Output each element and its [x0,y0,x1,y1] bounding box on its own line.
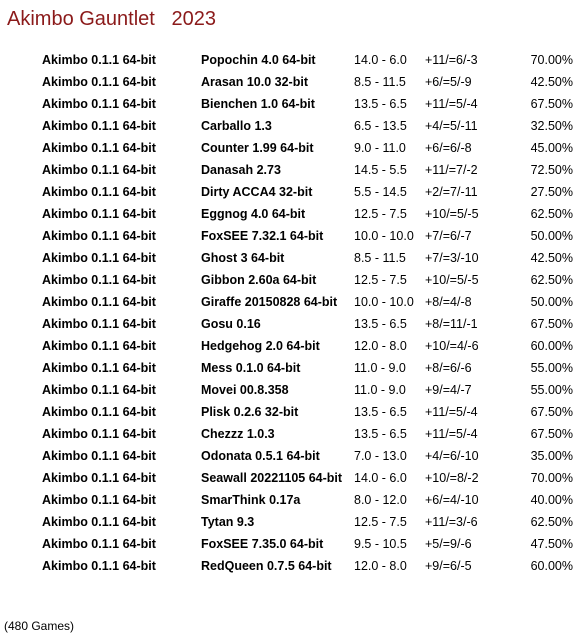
table-row [0,313,581,335]
win-draw-loss: +11/=3/-6 [425,515,478,529]
table-row [0,533,581,555]
engine-name: Akimbo 0.1.1 64-bit [42,427,156,441]
match-score: 11.0 - 9.0 [354,361,406,375]
match-score: 11.0 - 9.0 [354,383,406,397]
table-row [0,71,581,93]
match-score: 13.5 - 6.5 [354,427,407,441]
score-percent: 55.00% [530,383,573,397]
table-row [0,511,581,533]
opponent-name: FoxSEE 7.32.1 64-bit [201,229,324,243]
opponent-name: Arasan 10.0 32-bit [201,75,308,89]
opponent-name: Gibbon 2.60a 64-bit [201,273,317,287]
win-draw-loss: +11/=5/-4 [425,405,478,419]
match-score: 12.0 - 8.0 [354,339,407,353]
score-percent: 67.50% [530,427,573,441]
opponent-name: Tytan 9.3 [201,515,255,529]
opponent-name: Chezzz 1.0.3 [201,427,275,441]
score-percent: 72.50% [530,163,573,177]
win-draw-loss: +9/=6/-5 [425,559,472,573]
engine-name: Akimbo 0.1.1 64-bit [42,361,156,375]
match-score: 9.5 - 10.5 [354,537,407,551]
opponent-name: Ghost 3 64-bit [201,251,285,265]
table-row [0,489,581,511]
table-row [0,49,581,71]
opponent-name: Bienchen 1.0 64-bit [201,97,315,111]
score-percent: 45.00% [530,141,573,155]
win-draw-loss: +10/=4/-6 [425,339,479,353]
table-row [0,115,581,137]
win-draw-loss: +5/=9/-6 [425,537,472,551]
engine-name: Akimbo 0.1.1 64-bit [42,141,156,155]
match-score: 7.0 - 13.0 [354,449,407,463]
engine-name: Akimbo 0.1.1 64-bit [42,273,156,287]
opponent-name: Gosu 0.16 [201,317,261,331]
table-row [0,467,581,489]
score-percent: 67.50% [530,317,573,331]
match-score: 12.0 - 8.0 [354,559,407,573]
engine-name: Akimbo 0.1.1 64-bit [42,317,156,331]
opponent-name: Counter 1.99 64-bit [201,141,314,155]
match-score: 8.5 - 11.5 [354,75,406,89]
engine-name: Akimbo 0.1.1 64-bit [42,163,156,177]
table-row [0,423,581,445]
table-row [0,379,581,401]
score-percent: 70.00% [530,471,573,485]
score-percent: 60.00% [530,339,573,353]
win-draw-loss: +11/=5/-4 [425,427,478,441]
win-draw-loss: +6/=5/-9 [425,75,472,89]
engine-name: Akimbo 0.1.1 64-bit [42,493,156,507]
engine-name: Akimbo 0.1.1 64-bit [42,537,156,551]
engine-name: Akimbo 0.1.1 64-bit [42,383,156,397]
match-score: 10.0 - 10.0 [354,229,414,243]
score-percent: 62.50% [530,515,573,529]
table-row [0,401,581,423]
engine-name: Akimbo 0.1.1 64-bit [42,229,156,243]
games-count: (480 Games) [4,619,75,633]
table-row [0,335,581,357]
table-row [0,269,581,291]
engine-name: Akimbo 0.1.1 64-bit [42,53,156,67]
score-percent: 62.50% [530,207,573,221]
score-percent: 42.50% [530,75,573,89]
engine-name: Akimbo 0.1.1 64-bit [42,515,156,529]
win-draw-loss: +11/=5/-4 [425,97,478,111]
opponent-name: Carballo 1.3 [201,119,272,133]
win-draw-loss: +8/=4/-8 [425,295,472,309]
score-percent: 67.50% [530,97,573,111]
score-percent: 50.00% [530,229,573,243]
table-row [0,291,581,313]
results-table [0,49,581,577]
engine-name: Akimbo 0.1.1 64-bit [42,559,156,573]
opponent-name: Dirty ACCA4 32-bit [201,185,313,199]
match-score: 13.5 - 6.5 [354,317,407,331]
engine-name: Akimbo 0.1.1 64-bit [42,339,156,353]
opponent-name: FoxSEE 7.35.0 64-bit [201,537,324,551]
score-percent: 40.00% [530,493,573,507]
win-draw-loss: +10/=5/-5 [425,273,479,287]
win-draw-loss: +10/=8/-2 [425,471,479,485]
table-row [0,445,581,467]
page-title: Akimbo Gauntlet 2023 [7,8,217,30]
score-percent: 35.00% [530,449,573,463]
match-score: 14.0 - 6.0 [354,471,407,485]
win-draw-loss: +9/=4/-7 [425,383,472,397]
win-draw-loss: +6/=6/-8 [425,141,472,155]
opponent-name: RedQueen 0.7.5 64-bit [201,559,332,573]
opponent-name: Giraffe 20150828 64-bit [201,295,338,309]
engine-name: Akimbo 0.1.1 64-bit [42,449,156,463]
match-score: 8.5 - 11.5 [354,251,406,265]
opponent-name: Danasah 2.73 [201,163,281,177]
table-row [0,203,581,225]
match-score: 8.0 - 12.0 [354,493,407,507]
score-percent: 62.50% [530,273,573,287]
engine-name: Akimbo 0.1.1 64-bit [42,207,156,221]
score-percent: 55.00% [530,361,573,375]
match-score: 12.5 - 7.5 [354,515,407,529]
match-score: 6.5 - 13.5 [354,119,407,133]
table-row [0,159,581,181]
engine-name: Akimbo 0.1.1 64-bit [42,471,156,485]
match-score: 13.5 - 6.5 [354,97,407,111]
score-percent: 32.50% [530,119,573,133]
opponent-name: Movei 00.8.358 [201,383,289,397]
match-score: 14.5 - 5.5 [354,163,407,177]
table-row [0,247,581,269]
score-percent: 60.00% [530,559,573,573]
match-score: 14.0 - 6.0 [354,53,407,67]
match-score: 10.0 - 10.0 [354,295,414,309]
engine-name: Akimbo 0.1.1 64-bit [42,295,156,309]
engine-name: Akimbo 0.1.1 64-bit [42,75,156,89]
match-score: 12.5 - 7.5 [354,273,407,287]
engine-name: Akimbo 0.1.1 64-bit [42,97,156,111]
opponent-name: Seawall 20221105 64-bit [201,471,343,485]
score-percent: 27.50% [530,185,573,199]
win-draw-loss: +7/=3/-10 [425,251,479,265]
opponent-name: Mess 0.1.0 64-bit [201,361,301,375]
win-draw-loss: +6/=4/-10 [425,493,479,507]
win-draw-loss: +7/=6/-7 [425,229,472,243]
score-percent: 70.00% [530,53,573,67]
engine-name: Akimbo 0.1.1 64-bit [42,185,156,199]
win-draw-loss: +8/=6/-6 [425,361,472,375]
win-draw-loss: +10/=5/-5 [425,207,479,221]
engine-name: Akimbo 0.1.1 64-bit [42,119,156,133]
score-percent: 42.50% [530,251,573,265]
engine-name: Akimbo 0.1.1 64-bit [42,251,156,265]
match-score: 9.0 - 11.0 [354,141,406,155]
engine-name: Akimbo 0.1.1 64-bit [42,405,156,419]
win-draw-loss: +4/=5/-11 [425,119,478,133]
win-draw-loss: +4/=6/-10 [425,449,479,463]
score-percent: 50.00% [530,295,573,309]
table-row [0,93,581,115]
table-row [0,357,581,379]
opponent-name: Eggnog 4.0 64-bit [201,207,306,221]
win-draw-loss: +2/=7/-11 [425,185,478,199]
table-row [0,181,581,203]
table-row [0,555,581,577]
match-score: 5.5 - 14.5 [354,185,407,199]
score-percent: 67.50% [530,405,573,419]
table-row [0,137,581,159]
win-draw-loss: +8/=11/-1 [425,317,478,331]
score-percent: 47.50% [530,537,573,551]
table-row [0,225,581,247]
match-score: 13.5 - 6.5 [354,405,407,419]
match-score: 12.5 - 7.5 [354,207,407,221]
opponent-name: Plisk 0.2.6 32-bit [201,405,299,419]
opponent-name: Odonata 0.5.1 64-bit [201,449,320,463]
win-draw-loss: +11/=6/-3 [425,53,478,67]
win-draw-loss: +11/=7/-2 [425,163,478,177]
opponent-name: Hedgehog 2.0 64-bit [201,339,320,353]
opponent-name: SmarThink 0.17a [201,493,301,507]
opponent-name: Popochin 4.0 64-bit [201,53,316,67]
